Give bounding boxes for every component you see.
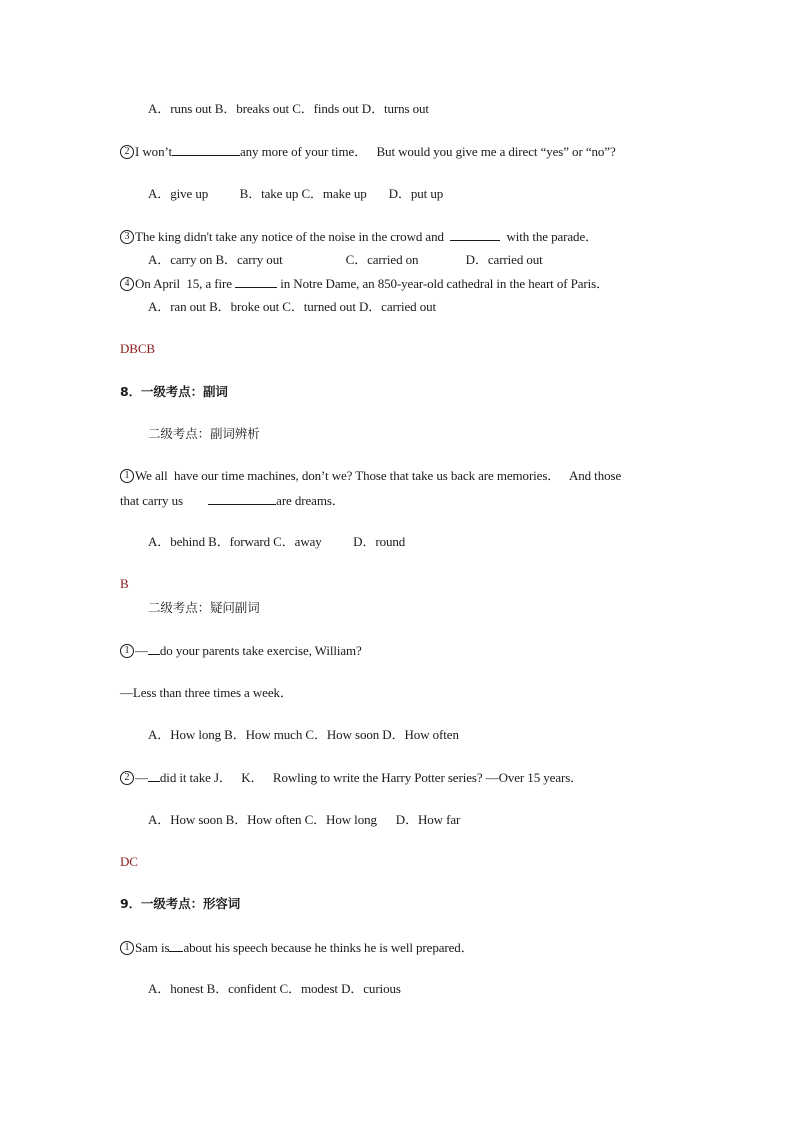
s9-q1-stem (120, 939, 474, 956)
stem-text: — (135, 643, 148, 658)
s9-q1-options: A．honest B．confident C．modest D．curious (148, 981, 401, 996)
answer-blank (450, 228, 500, 241)
q7-item4-stem (120, 275, 609, 292)
answer-blank (172, 143, 240, 156)
q7-answer: DBCB (120, 341, 156, 356)
s8-q3-options: A．How soon B．How often C．How long D．How far (148, 812, 461, 827)
q7-item3-stem (120, 228, 598, 245)
stem-text: did it take J． K． Rowling to write the Harry Potter series? —Over 15 years． (159, 770, 584, 785)
q7-item1-options: A．runs out B．breaks out C．finds out D．turns out (148, 101, 429, 116)
answer-blank (148, 769, 160, 782)
section-8-subheading-2: 二级考点：疑问副词 (148, 600, 260, 615)
stem-text: I won’t (135, 144, 172, 159)
s8-answer-1: B (120, 576, 129, 591)
section-8-subheading-1: 二级考点：副词辨析 (148, 426, 260, 441)
question-number-circle: 1 (120, 644, 134, 658)
s8-q1-options: A．behind B．forward C．away D．round (148, 534, 406, 549)
section-9-heading: 9．一级考点：形容词 (120, 896, 241, 911)
stem-text: about his speech because he thinks he is well prepared． (183, 940, 474, 955)
s8-q2-stem (120, 642, 362, 659)
question-number-circle: 3 (120, 230, 134, 244)
s8-q1-line2 (120, 492, 345, 509)
s8-q2-reply: —Less than three times a week． (120, 685, 293, 700)
answer-blank (169, 939, 183, 952)
answer-blank (208, 492, 276, 505)
stem-text: that carry us (120, 493, 209, 508)
question-number-circle: 2 (120, 771, 134, 785)
answer-blank (148, 642, 160, 655)
question-number-circle: 2 (120, 145, 134, 159)
answer-blank (235, 275, 277, 288)
stem-text: On April 15, a fire (135, 276, 236, 291)
question-number-circle: 4 (120, 277, 134, 291)
q7-item3-options: A．carry on B．carry out C．carried on D．carried out (148, 252, 543, 267)
stem-text: any more of your time． But would you give me a direct “yes” or “no”? (239, 144, 616, 159)
stem-text: The king didn't take any notice of the noise in the crowd and (135, 229, 451, 244)
section-8-heading: 8．一级考点：副词 (120, 384, 228, 399)
question-number-circle: 1 (120, 469, 134, 483)
q7-item4-options: A．ran out B．broke out C．turned out D．carried out (148, 299, 437, 314)
stem-text: We all have our time machines, don’t we? Those that take us back are memories． And those (135, 468, 622, 483)
q7-item2-options: A．give up B．take up C．make up D．put up (148, 186, 444, 201)
s8-q1-line1 (120, 468, 621, 484)
s8-answer-2: DC (120, 854, 138, 869)
stem-text: with the parade． (500, 229, 599, 244)
stem-text: in Notre Dame, an 850-year-old cathedral in the heart of Paris． (277, 276, 610, 291)
stem-text: — (135, 770, 148, 785)
stem-text: are dreams． (276, 493, 345, 508)
stem-text: do your parents take exercise, William? (159, 643, 362, 658)
s8-q3-stem (120, 769, 583, 786)
s8-q2-options: A．How long B．How much C．How soon D．How often (148, 727, 459, 742)
stem-text: Sam is (135, 940, 170, 955)
q7-item2-stem (120, 143, 616, 160)
question-number-circle: 1 (120, 941, 134, 955)
